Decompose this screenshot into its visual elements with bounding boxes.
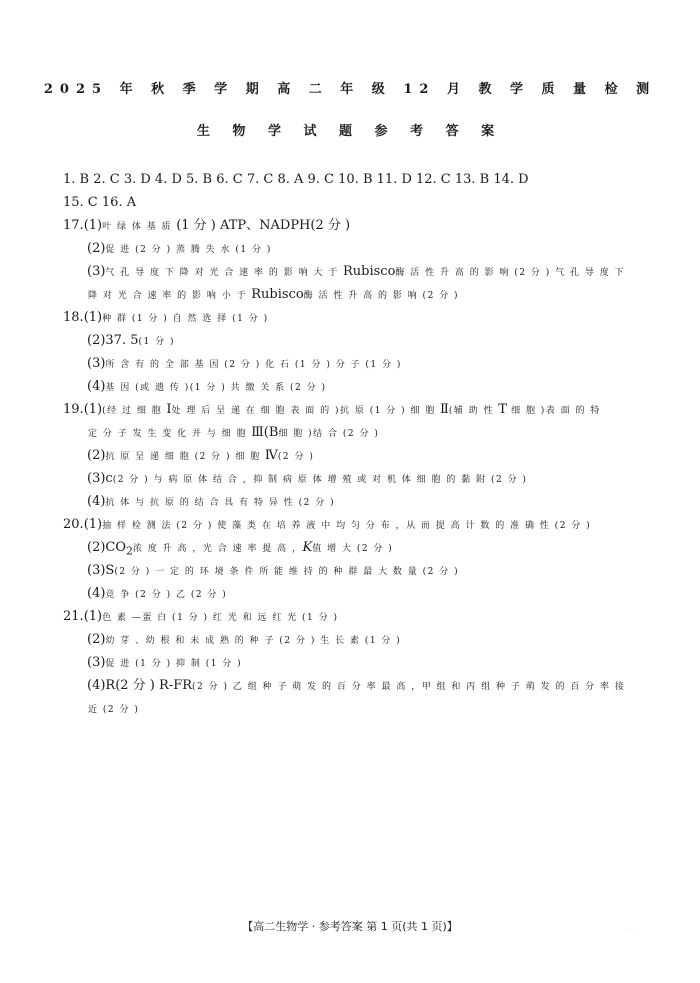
q17-part-2: (2)促 进 (2 分 ) 蒸 腾 失 水 (1 分 ) (87, 241, 272, 256)
q21-part-4-cont: 近 (2 分 ) (88, 705, 140, 715)
q20-part-4: (4)竞 争 (2 分 ) 乙 (2 分 ) (87, 586, 228, 601)
q17-part-3: (3)气 孔 导 度 下 降 对 光 合 速 率 的 影 响 大 于 Rubisco酶 活 性 升 高 的 影 响 (2 分 ) 气 孔 导 度 下 (87, 264, 626, 279)
q21-part-3: (3)促 进 (1 分 ) 抑 制 (1 分 ) (87, 655, 243, 670)
q20-part-1: 20.(1)抽 样 检 测 法 (2 分 ) 使 藻 类 在 培 养 液 中 均 匀 分 布 ，从 而 提 高 计 数 的 准 确 性 (2 分 ) (63, 517, 592, 532)
choice-answers-line-1: 1. B 2. C 3. D 4. D 5. B 6. C 7. C 8. A 9. C 10. B 11. D 12. C 13. B 14. D (63, 172, 529, 187)
q20-part-3: (3)S(2 分 ) 一 定 的 环 境 条 件 所 能 维 持 的 种 群 最 大 数 量 (2 分 ) (87, 563, 460, 578)
q17-part-3-cont: 降 对 光 合 速 率 的 影 响 小 于 Rubisco酶 活 性 升 高 的 影 响 (2 分 ) (88, 287, 460, 302)
page-footer: 【高二生物学 · 参考答案 第 1 页(共 1 页)】 (242, 920, 458, 933)
q19-part-1: 19.(1)(经 过 细 胞 Ⅰ处 理 后 呈 递 在 细 胞 表 面 的 )抗 原 (1 分 ) 细 胞 Ⅱ(辅 助 性 T 细 胞 )表 面 的 特 (63, 402, 601, 417)
choice-answers-line-2: 15. C 16. A (63, 195, 137, 210)
question-number: 18. (63, 310, 84, 325)
q18-part-1: 18.(1)种 群 (1 分 ) 自 然 选 择 (1 分 ) (63, 310, 269, 325)
q18-part-4: (4)基 因 (或 遗 传 )(1 分 ) 共 缴 关 系 (2 分 ) (87, 379, 327, 394)
q21-part-4: (4)R(2 分 ) R-FR(2 分 ) 乙 组 种 子 萌 发 的 百 分 率 最 高 ，甲 组 和 丙 组 种 子 萌 发 的 百 分 率 接 (87, 678, 626, 693)
question-number: 17. (63, 218, 84, 233)
q18-part-2: (2)37. 5(1 分 ) (87, 333, 175, 348)
page-title: 2025 年 秋 季 学 期 高 二 年 级 12 月 教 学 质 量 检 测 (43, 82, 657, 97)
q17-part-1: 17.(1)叶 绿 体 基 质 (1 分 ) ATP、NADPH(2 分 ) (63, 218, 351, 233)
q21-part-1: 21.(1)色 素 —蛋 白 (1 分 ) 红 光 和 远 红 光 (1 分 ) (63, 609, 339, 624)
answer-content (63, 168, 643, 720)
question-number: 21. (63, 609, 84, 624)
question-number: 19. (63, 402, 84, 417)
question-number: 20. (63, 517, 84, 532)
q21-part-2: (2)幼 芽 、幼 根 和 未 成 熟 的 种 子 (2 分 ) 生 长 素 (1 分 ) (87, 632, 402, 647)
page-subtitle: 生 物 学 试 题 参 考 答 案 (196, 124, 504, 139)
q19-part-3: (3)c(2 分 ) 与 病 原 体 结 合 ，抑 制 病 原 体 增 殖 或 对 机 体 细 胞 的 黏 附 (2 分 ) (87, 471, 528, 486)
q18-part-3: (3)所 含 有 的 全 部 基 因 (2 分 ) 化 石 (1 分 ) 分 子 (1 分 ) (87, 356, 402, 371)
q19-part-4: (4)抗 体 与 抗 原 的 结 合 具 有 特 异 性 (2 分 ) (87, 494, 336, 509)
corner-mark: · · · (626, 927, 634, 933)
q19-part-1-cont: 定 分 子 发 生 变 化 并 与 细 胞 Ⅲ(B细 胞 )结 合 (2 分 ) (88, 425, 380, 440)
q19-part-2: (2)抗 原 呈 递 细 胞 (2 分 ) 细 胞 Ⅳ(2 分 ) (87, 448, 315, 463)
q20-part-2: $(2)CO_2$浓 度 升 高 ，光 合 速 率 提 高 ，K值 增 大 (2 分 ) (87, 540, 394, 558)
